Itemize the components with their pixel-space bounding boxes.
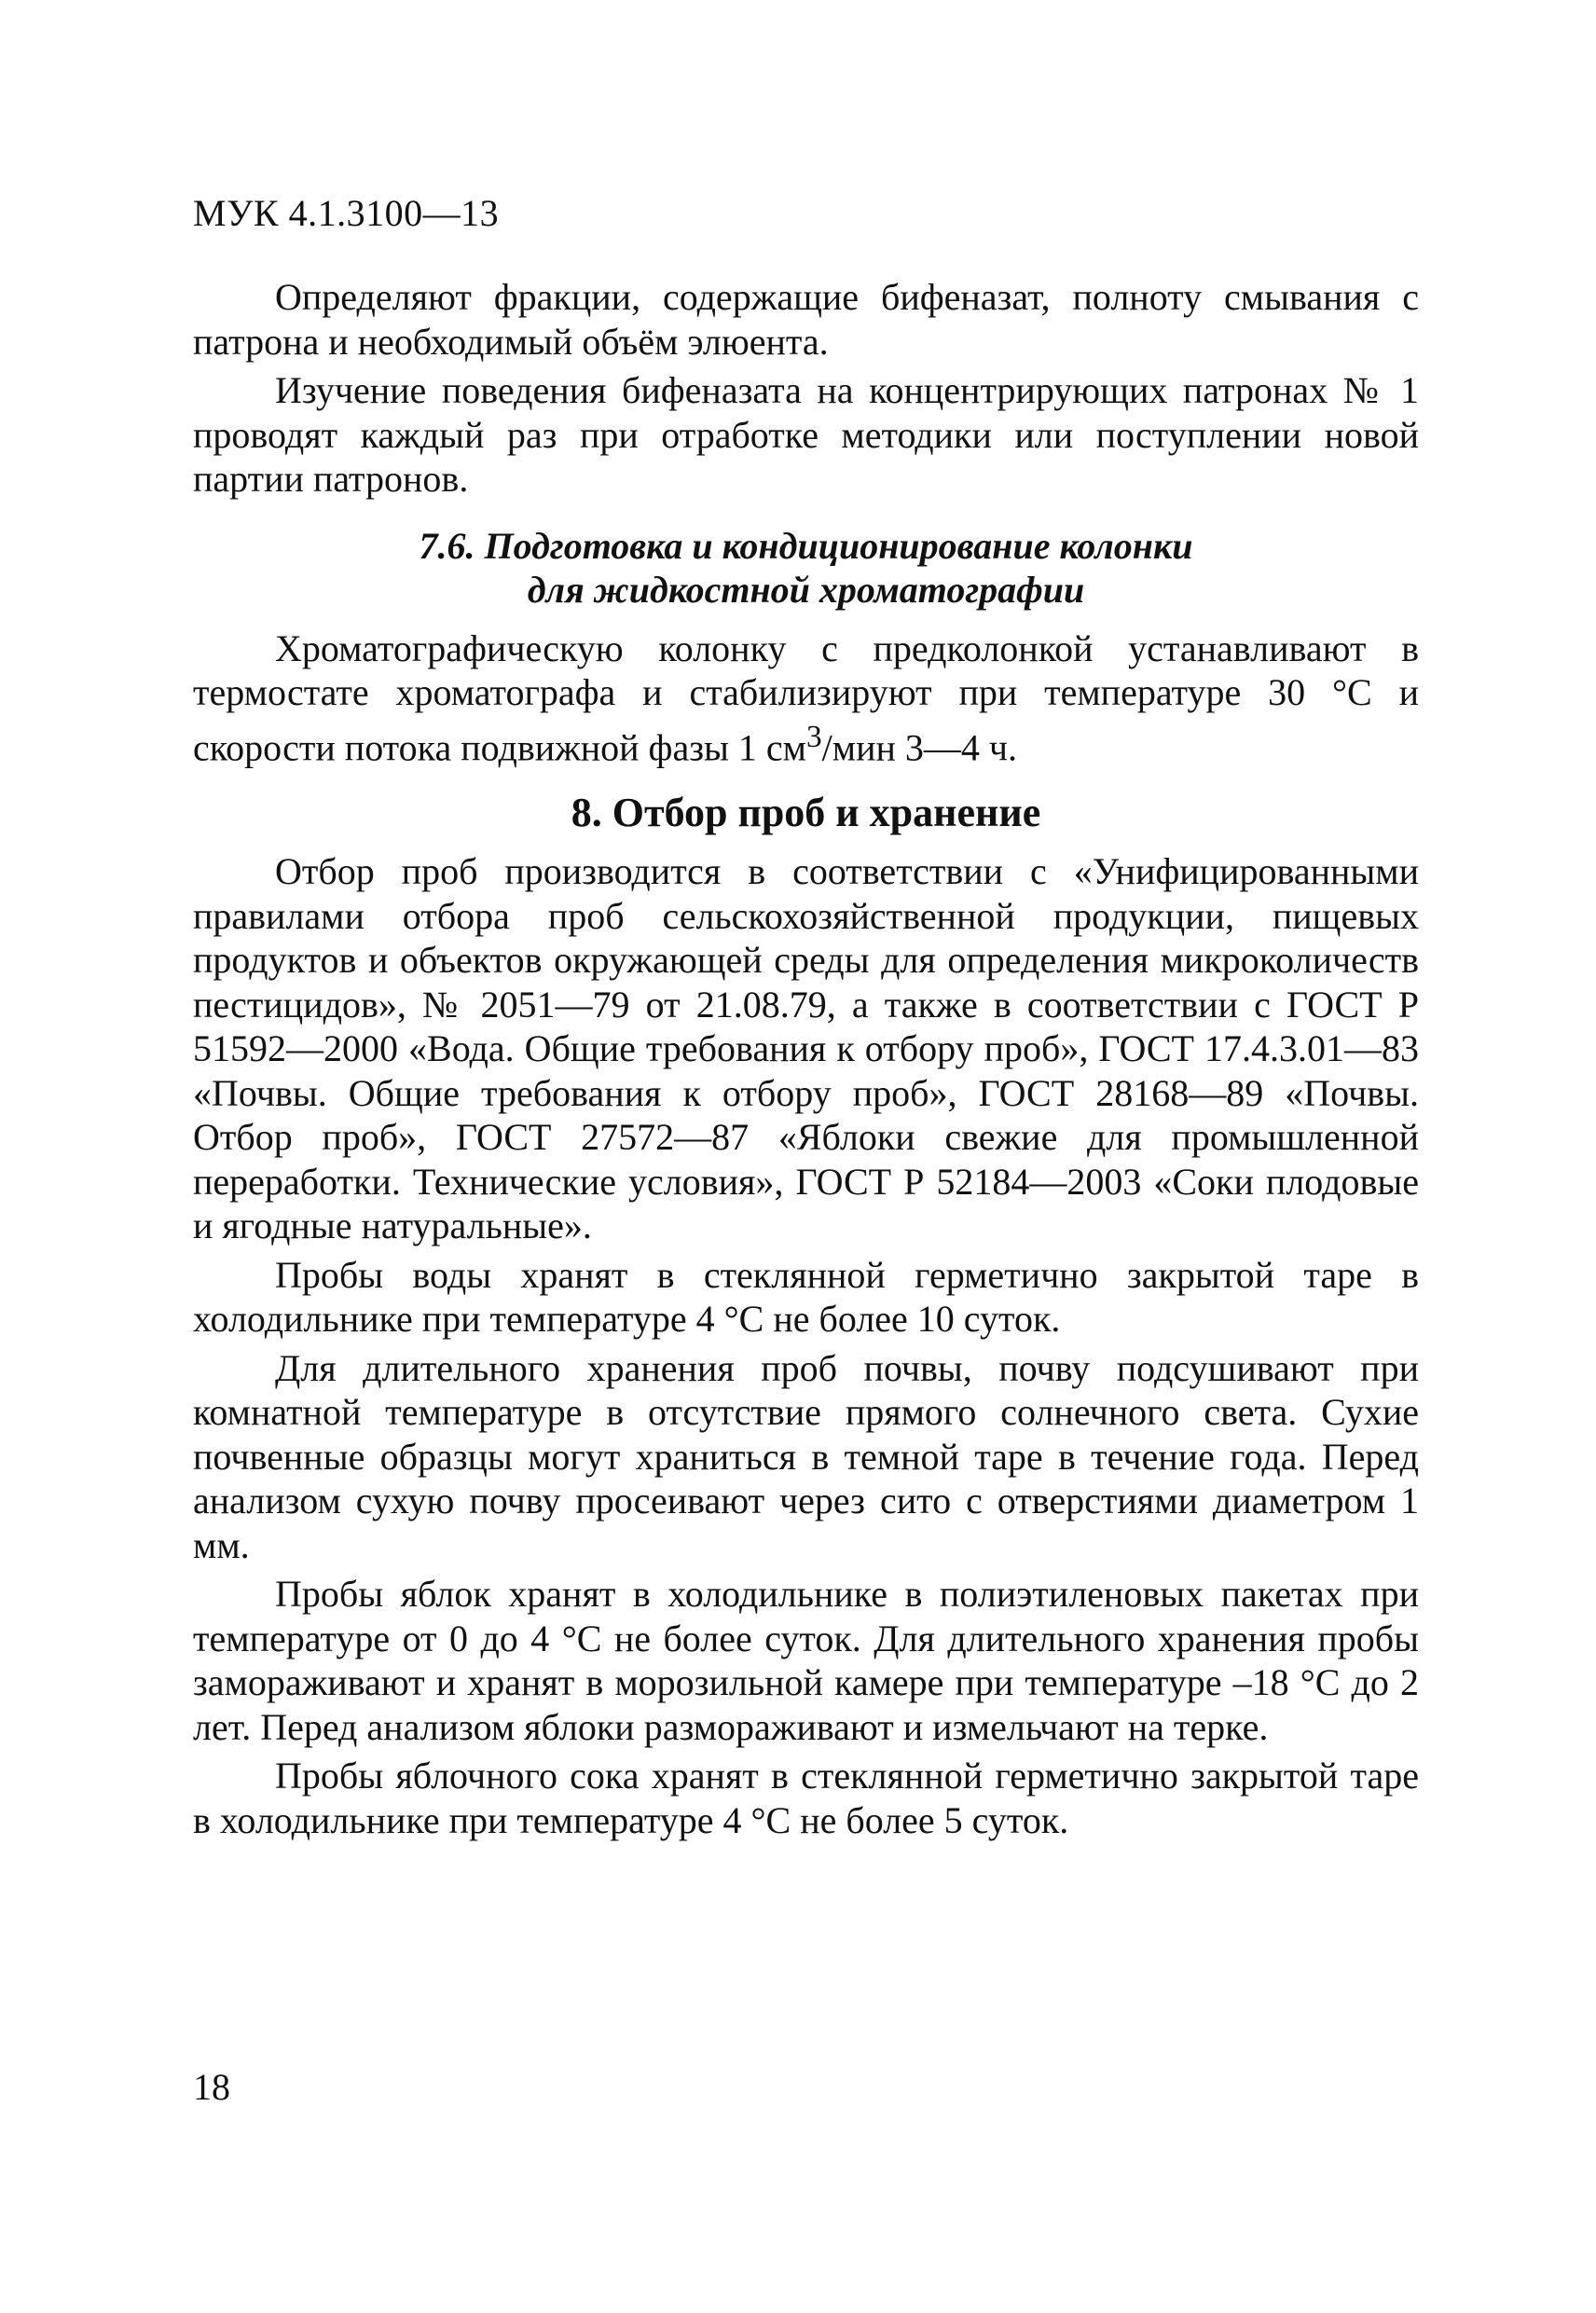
section-8-paragraph-3: Для длительного хранения проб почвы, почву подсушивают при комнатной температуре в отсутствие прямого солнечного света. Сухие почвенные образцы могут храниться в темной таре в течение года. Перед анализом сухую почву просеивают через сито с отверстиями диаметром 1 мм.	[193, 1346, 1419, 1566]
section-7-6-paragraph	[193, 626, 1419, 770]
section-7-6-title-line-2: для жидкостной хроматографии	[527, 568, 1085, 611]
page-number: 18	[193, 2066, 230, 2108]
document-header: МУК 4.1.3100—13	[193, 192, 500, 234]
section-8-paragraph-1: Отбор проб производится в соответствии с «Унифицированными правилами отбора проб сельскохозяйственной продукции, пищевых продуктов и объектов окружающей среды для определения микроколичеств пестицидов», № 2051—79 от 21.08.79, а также в соответствии с ГОСТ Р 51592—2000 «Вода. Общие требования к отбору проб», ГОСТ 17.4.3.01—83 «Почвы. Общие требования к отбору проб», ГОСТ 28168—89 «Почвы. Отбор проб», ГОСТ 27572—87 «Яблоки свежие для промышленной переработки. Технические условия», ГОСТ Р 52184—2003 «Соки плодовые и ягодные натуральные».	[193, 850, 1419, 1247]
intro-paragraph-2: Изучение поведения бифеназата на концентрирующих патронах № 1 проводят каждый раз при отработке методики или поступлении новой партии патронов.	[193, 369, 1419, 500]
section-8-title: 8. Отбор проб и хранение	[571, 790, 1041, 836]
section-7-6-title-line-1: 7.6. Подготовка и кондиционирование колонки	[419, 524, 1193, 567]
superscript-3: 3	[805, 719, 822, 754]
section-7-6-text-end: /мин 3—4 ч.	[821, 725, 1017, 768]
section-8-paragraph-5: Пробы яблочного сока хранят в стеклянной герметично закрытой таре в холодильнике при температуре 4 °С не более 5 суток.	[193, 1755, 1419, 1841]
intro-paragraph-1: Определяют фракции, содержащие бифеназат, полноту смывания с патрона и необходимый объём элюента.	[193, 276, 1419, 363]
page-content	[193, 275, 1419, 1847]
section-7-6-text-start: Хроматографическую колонку с предколонкой устанавливают в термостате хроматографа и стабилизируют при температуре 30 °С и скорости потока подвижной фазы 1 см	[193, 626, 1419, 768]
section-8-paragraph-4: Пробы яблок хранят в холодильнике в полиэтиленовых пакетах при температуре от 0 до 4 °С не более суток. Для длительного хранения пробы замораживают и хранят в морозильной камере при температуре –18 °С до 2 лет. Перед анализом яблоки размораживают и измельчают на терке.	[193, 1573, 1419, 1748]
section-7-6-title	[193, 524, 1419, 612]
section-8-paragraph-2: Пробы воды хранят в стеклянной герметично закрытой таре в холодильнике при температуре 4 °С не более 10 суток.	[193, 1253, 1419, 1341]
